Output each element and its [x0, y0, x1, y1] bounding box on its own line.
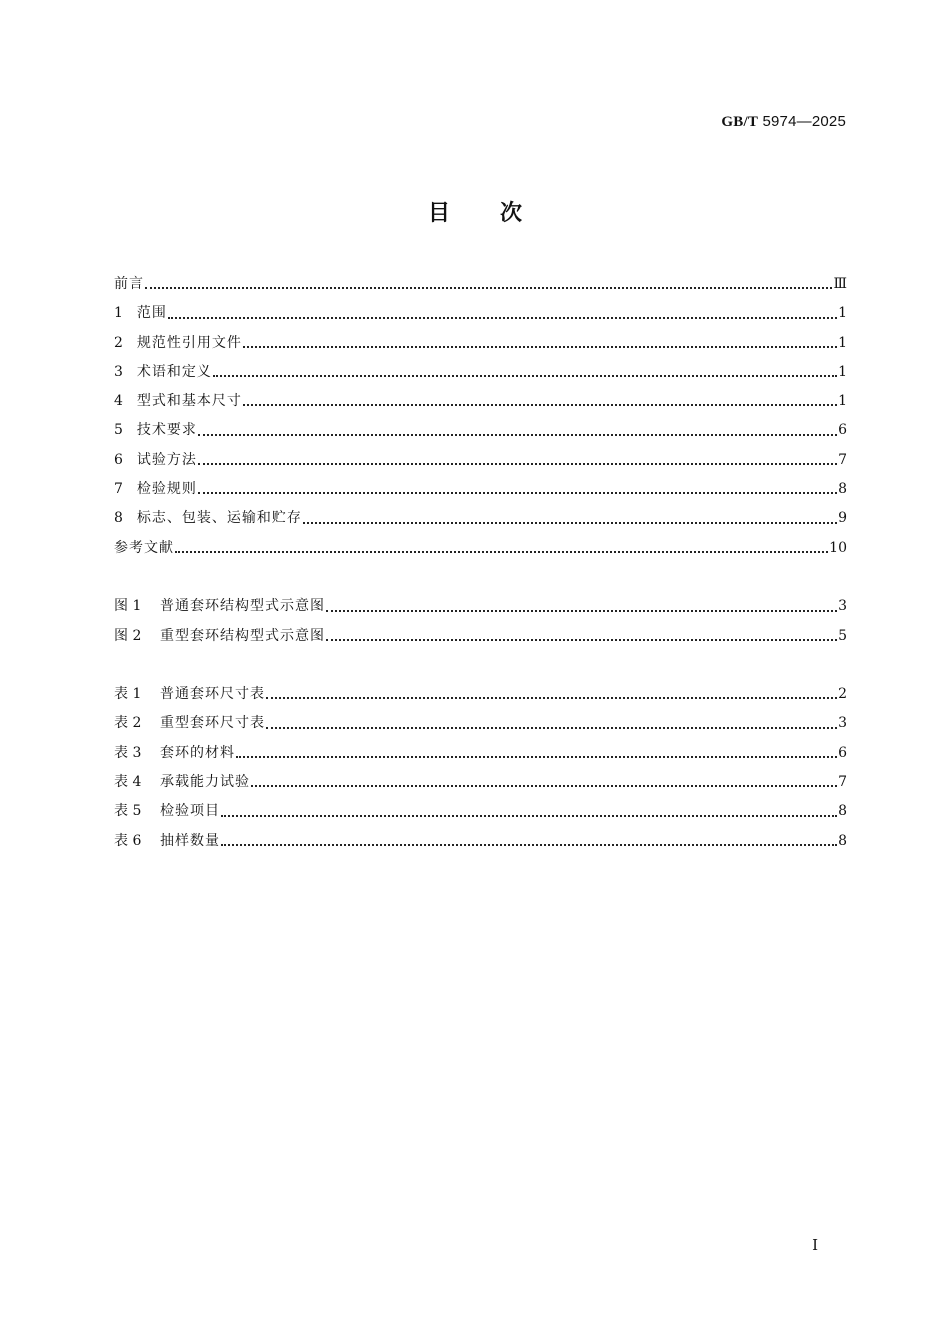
toc-entry[interactable]: [114, 299, 847, 328]
dot-leader: [326, 622, 837, 651]
dot-leader: [221, 797, 837, 826]
toc-entry-page: 3: [838, 715, 847, 732]
dot-leader: [213, 358, 837, 387]
toc-entry-page: 6: [838, 422, 847, 439]
toc-entry-title: 参考文献: [114, 539, 174, 556]
toc-entry-title: 范围: [136, 305, 167, 322]
toc-entry[interactable]: [114, 680, 847, 709]
table-of-contents: [114, 270, 847, 885]
toc-entry-page: 7: [838, 774, 847, 791]
dot-leader: [266, 680, 837, 709]
dot-leader: [221, 827, 837, 856]
toc-entry-number: 图 2: [114, 627, 142, 644]
toc-entry[interactable]: [114, 416, 847, 445]
toc-figures: [114, 592, 847, 651]
toc-entry-title: 术语和定义: [136, 363, 212, 380]
toc-entry-page: 6: [838, 744, 847, 761]
toc-entry-title: 标志、包装、运输和贮存: [136, 510, 302, 527]
toc-entry[interactable]: [114, 270, 847, 299]
toc-entry-number: 7: [114, 481, 123, 498]
toc-entry-page: 9: [838, 510, 847, 527]
toc-entry-title: 型式和基本尺寸: [136, 393, 242, 410]
dot-leader: [236, 739, 837, 768]
dot-leader: [266, 709, 837, 738]
toc-entry-title: 技术要求: [136, 422, 197, 439]
toc-entry[interactable]: [114, 446, 847, 475]
standard-number: 5974—2025: [762, 113, 846, 130]
toc-entry-page: 1: [838, 393, 847, 410]
toc-entry-title: 套环的材料: [160, 744, 235, 761]
toc-entry-title: 普通套环结构型式示意图: [160, 598, 325, 615]
toc-entry-number: 图 1: [114, 598, 142, 615]
toc-entry[interactable]: [114, 504, 847, 533]
toc-entry-page: 7: [838, 451, 847, 468]
toc-entry-title: 重型套环尺寸表: [160, 715, 265, 732]
standard-code: [721, 113, 846, 131]
dot-leader: [145, 270, 832, 299]
dot-leader: [198, 475, 837, 504]
toc-entry-title: 抽样数量: [160, 832, 220, 849]
toc-entry[interactable]: [114, 797, 847, 826]
toc-entry[interactable]: [114, 387, 847, 416]
toc-entry-page: 8: [838, 832, 847, 849]
toc-entry-page: 8: [838, 803, 847, 820]
toc-entry-title: 重型套环结构型式示意图: [160, 627, 325, 644]
toc-entry[interactable]: [114, 827, 847, 856]
toc-entry-number: 3: [114, 363, 123, 380]
toc-entry-number: 表 3: [114, 744, 142, 761]
toc-entry-number: 2: [114, 334, 123, 351]
standard-prefix: GB/T: [721, 114, 759, 130]
toc-entry-page: Ⅲ: [833, 276, 847, 292]
toc-entry-title: 承载能力试验: [160, 774, 250, 791]
page-title: 目次: [427, 201, 572, 226]
toc-entry-title: 规范性引用文件: [136, 334, 242, 351]
dot-leader: [243, 387, 837, 416]
toc-entry[interactable]: [114, 534, 847, 563]
toc-entry[interactable]: [114, 329, 847, 358]
dot-leader: [243, 329, 837, 358]
dot-leader: [326, 592, 837, 621]
toc-entry-number: 表 4: [114, 774, 142, 791]
toc-entry-number: 表 6: [114, 832, 142, 849]
dot-leader: [175, 534, 828, 563]
toc-entry-number: 表 1: [114, 686, 142, 703]
dot-leader: [198, 446, 837, 475]
dot-leader: [168, 299, 837, 328]
toc-chapters: [114, 270, 847, 563]
page-number: Ⅰ: [812, 1236, 818, 1254]
dot-leader: [251, 768, 837, 797]
toc-entry[interactable]: [114, 622, 847, 651]
toc-entry[interactable]: [114, 592, 847, 621]
toc-entry-number: 表 5: [114, 803, 142, 820]
toc-entry[interactable]: [114, 768, 847, 797]
toc-entry-number: 4: [114, 393, 123, 410]
toc-entry-page: 1: [838, 334, 847, 351]
toc-entry-page: 3: [838, 598, 847, 615]
toc-entry-number: 8: [114, 510, 123, 527]
toc-tables: [114, 680, 847, 856]
toc-entry-title: 普通套环尺寸表: [160, 686, 265, 703]
toc-entry-number: 5: [114, 422, 123, 439]
toc-entry[interactable]: [114, 358, 847, 387]
toc-entry-page: 8: [838, 481, 847, 498]
toc-entry-page: 5: [838, 627, 847, 644]
toc-entry-page: 10: [829, 539, 847, 556]
toc-entry-page: 1: [838, 363, 847, 380]
dot-leader: [303, 504, 837, 533]
toc-entry-page: 1: [838, 305, 847, 322]
toc-entry-page: 2: [838, 686, 847, 703]
toc-entry-number: 表 2: [114, 715, 142, 732]
toc-entry[interactable]: [114, 739, 847, 768]
toc-entry[interactable]: [114, 475, 847, 504]
toc-entry-title: 检验规则: [136, 481, 197, 498]
dot-leader: [198, 416, 837, 445]
toc-entry-title: 检验项目: [160, 803, 220, 820]
toc-entry-number: 6: [114, 451, 123, 468]
toc-entry-title: 前言: [114, 276, 144, 292]
toc-entry-number: 1: [114, 305, 123, 322]
toc-entry[interactable]: [114, 709, 847, 738]
toc-entry-title: 试验方法: [136, 451, 197, 468]
